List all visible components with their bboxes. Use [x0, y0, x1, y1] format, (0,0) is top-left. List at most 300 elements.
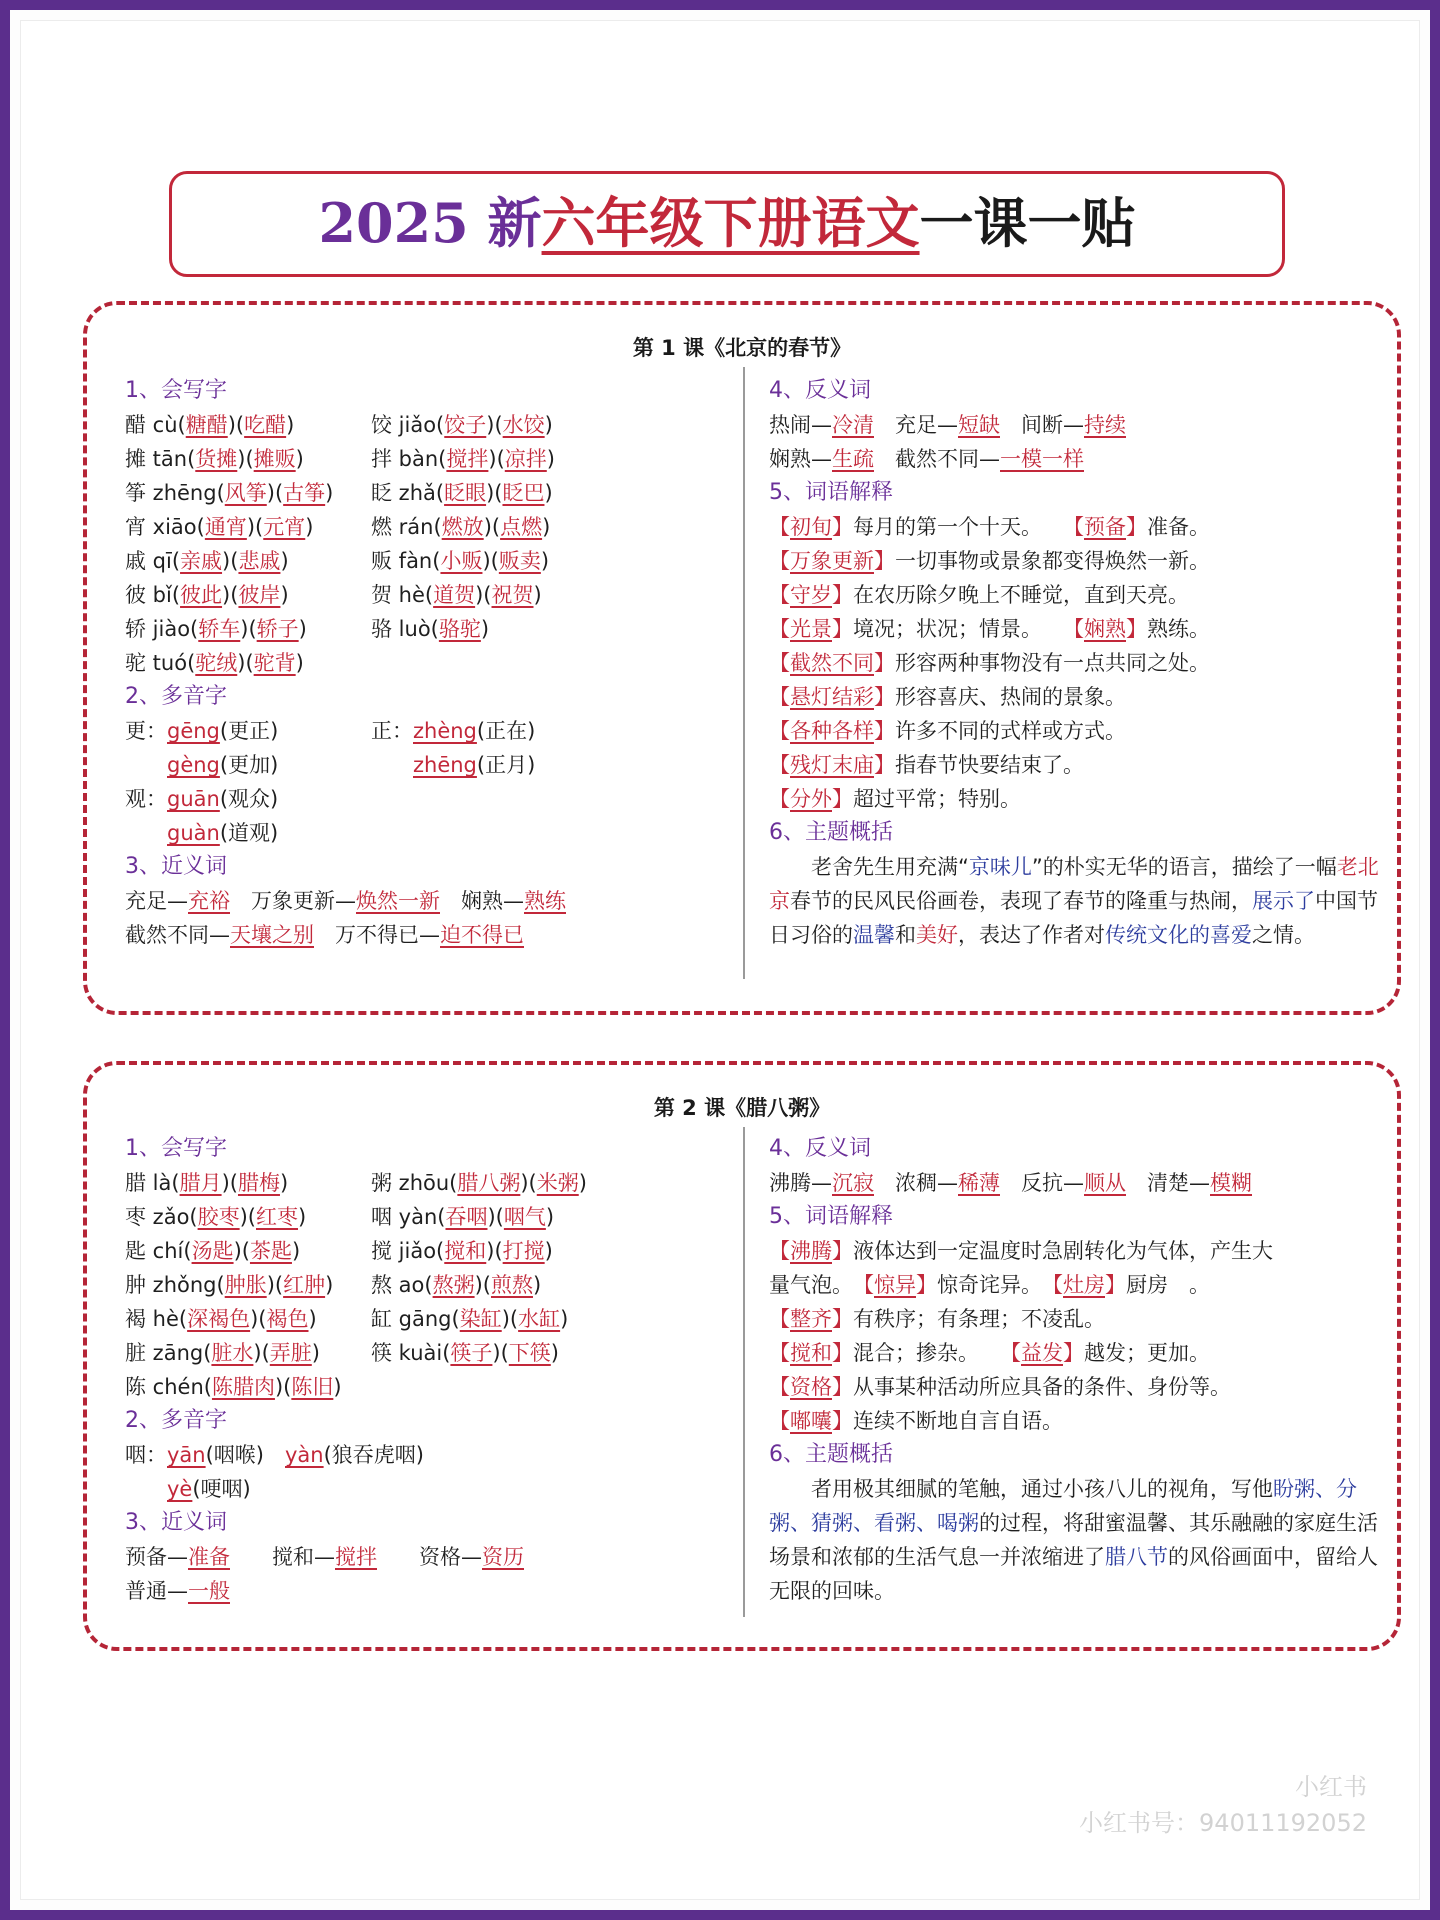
text: )( [483, 515, 501, 539]
text: 和 [895, 923, 916, 947]
section-heading: 5、词语解释 [769, 1204, 893, 1229]
answer-text: 彼此 [180, 583, 223, 607]
text: 量气泡。 [769, 1273, 864, 1297]
content-line [125, 612, 725, 646]
text: 每月的第一个十天。 [853, 515, 1074, 539]
text: ) [532, 1273, 542, 1297]
content-line [769, 612, 1379, 646]
bracket: 】 [832, 1409, 853, 1433]
content-line [769, 510, 1379, 544]
text: )( [237, 447, 254, 471]
answer-text: 饺子 [444, 413, 487, 437]
word-entry [125, 510, 371, 544]
text: 肿 zhǒng( [125, 1273, 225, 1297]
text: )( [487, 1205, 504, 1229]
watermark [1079, 1769, 1367, 1841]
text: 有秩序；有条理；不凌乱。 [853, 1307, 1105, 1331]
text: 截然不同— [874, 447, 1000, 471]
answer-text: 熬粥 [432, 1273, 475, 1297]
answer-text: 米粥 [536, 1171, 579, 1195]
section-heading: 3、近义词 [125, 854, 227, 879]
answer-text: 预备 [1084, 515, 1126, 539]
text: 混合；掺杂。 [853, 1341, 1011, 1365]
text: 充足— [125, 889, 188, 913]
text: 搅和— [230, 1545, 335, 1569]
bracket: 】 [832, 1239, 853, 1263]
text: 厨房 。 [1126, 1273, 1210, 1297]
word-entry [371, 1336, 559, 1370]
answer-text: 水饺 [502, 413, 545, 437]
text: 醋 cù( [125, 413, 186, 437]
word-entry [371, 510, 550, 544]
answer-text: gēng [167, 719, 220, 743]
keyword-text: 京味儿 [968, 855, 1032, 879]
answer-text: 搅和 [444, 1239, 487, 1263]
bracket: 】 [874, 753, 895, 777]
section-heading: 3、近义词 [125, 1510, 227, 1535]
page-title [169, 171, 1285, 277]
text: )( [227, 413, 245, 437]
word-entry [125, 578, 371, 612]
text: ) [578, 1171, 587, 1195]
answer-text: 祝贺 [491, 583, 534, 607]
word-entry [125, 646, 371, 680]
content-line [769, 1302, 1379, 1336]
bracket: 】 [832, 583, 853, 607]
text: ) [544, 1239, 553, 1263]
answer-text: 腊梅 [237, 1171, 280, 1195]
text: 万象更新— [230, 889, 356, 913]
text: ) [480, 617, 490, 641]
content-line [769, 1336, 1379, 1370]
text: )( [474, 1273, 491, 1297]
text: 清楚— [1126, 1171, 1210, 1195]
answer-text: 稀薄 [958, 1171, 1000, 1195]
section-heading: 6、主题概括 [769, 820, 893, 845]
title-year: 2025 新 [318, 191, 542, 255]
bracket: 】 [832, 617, 853, 641]
answer-text: 小贩 [440, 549, 483, 573]
text: 眨 zhǎ( [371, 481, 445, 505]
text: 万不得已— [314, 923, 440, 947]
text: 连续不断地自言自语。 [853, 1409, 1063, 1433]
bracket: 【 [769, 719, 790, 743]
word-entry [371, 1302, 568, 1336]
text: ) [279, 1171, 289, 1195]
text: 沸腾— [769, 1171, 832, 1195]
answer-text: 凉拌 [504, 447, 547, 471]
answer-text: 各种各样 [790, 719, 874, 743]
word-entry [125, 1200, 371, 1234]
answer-text: 守岁 [790, 583, 832, 607]
answer-text: guàn [167, 821, 220, 845]
content-line [125, 510, 725, 544]
answer-text: 沉寂 [832, 1171, 874, 1195]
bracket: 【 [769, 1409, 790, 1433]
bracket: 】 [874, 549, 895, 573]
bracket: 】 [832, 1341, 853, 1365]
text: (更正) [219, 719, 279, 743]
page-sheet [20, 20, 1420, 1900]
answer-text: 糖醋 [185, 413, 228, 437]
answer-text: 眨眼 [444, 481, 487, 505]
bracket: 】 [874, 719, 895, 743]
content-line [769, 748, 1379, 782]
text: 超过平常；特别。 [853, 787, 1021, 811]
content-line [125, 1370, 725, 1404]
answer-text: 分外 [790, 787, 832, 811]
bracket: 】 [916, 1273, 937, 1297]
bracket: 【 [1010, 1341, 1021, 1365]
text: 者用极其细腻的笔触，通过小孩八儿的视角，写他 [811, 1477, 1273, 1501]
word-entry [125, 782, 371, 816]
content-line [769, 1370, 1379, 1404]
answer-text: 红枣 [256, 1205, 298, 1229]
text: )( [253, 1341, 270, 1365]
answer-text: 摊贩 [253, 447, 296, 471]
content-line [769, 782, 1379, 816]
text: (正在) [476, 719, 536, 743]
text: 燃 rán( [371, 515, 442, 539]
answer-text: 初旬 [790, 515, 832, 539]
text: 贩 fàn( [371, 549, 441, 573]
answer-text: 货摊 [195, 447, 238, 471]
watermark-logo: 小红书 [1295, 1773, 1367, 1801]
text: 一切事物或景象都变得焕然一新。 [895, 549, 1210, 573]
content-line [769, 714, 1379, 748]
lesson-title: 第 1 课《北京的春节》 [632, 336, 852, 360]
text: 老舍先生用充满“ [811, 855, 969, 879]
text: )( [492, 1341, 509, 1365]
content-line [125, 442, 725, 476]
content-line [125, 1438, 725, 1472]
lesson-1-card [83, 301, 1401, 1015]
content-line [125, 544, 725, 578]
content-line [125, 476, 725, 510]
bracket: 【 [769, 1239, 790, 1263]
text: 拌 bàn( [371, 447, 447, 471]
text: )( [482, 549, 499, 573]
bracket: 【 [769, 651, 790, 675]
keyword-text: 老北京 [769, 855, 1379, 913]
text: 贺 hè( [371, 583, 434, 607]
text: 资格— [377, 1545, 482, 1569]
text: ”的朴实无华的语言，描绘了一幅 [1031, 855, 1337, 879]
lesson-title: 第 2 课《腊八粥》 [653, 1096, 831, 1120]
answer-text: 弄脏 [269, 1341, 312, 1365]
word-entry [125, 1234, 371, 1268]
content-line [769, 646, 1379, 680]
text: (观众) [219, 787, 279, 811]
answer-text: yè [167, 1477, 193, 1501]
text: )( [274, 1375, 292, 1399]
text: )( [237, 651, 254, 675]
word-entry [125, 748, 371, 782]
text: 境况；状况；情景。 [853, 617, 1074, 641]
bracket: 【 [769, 753, 790, 777]
text: ) [550, 1341, 559, 1365]
text: 形容喜庆、热闹的景象。 [895, 685, 1126, 709]
answer-text: 燃放 [441, 515, 484, 539]
text: )( [266, 481, 284, 505]
content-line [125, 1540, 725, 1574]
bracket: 【 [1052, 1273, 1063, 1297]
bracket: 【 [769, 1375, 790, 1399]
answer-text: 搅拌 [335, 1545, 377, 1569]
answer-text: guān [167, 787, 220, 811]
section-heading: 4、反义词 [769, 378, 871, 403]
text: )( [221, 1171, 238, 1195]
answer-text: 熟练 [524, 889, 566, 913]
answer-text: 持续 [1084, 413, 1126, 437]
content-line [125, 1234, 725, 1268]
text: 熬 ao( [371, 1273, 433, 1297]
answer-text: 咽气 [503, 1205, 546, 1229]
word-entry [371, 1166, 587, 1200]
answer-text: 茶匙 [249, 1239, 292, 1263]
text: 惊奇诧异。 [937, 1273, 1053, 1297]
answer-text: 娴熟 [1084, 617, 1126, 641]
bracket: 【 [863, 1273, 874, 1297]
answer-text: 肿胀 [224, 1273, 267, 1297]
answer-text: 眨巴 [502, 481, 545, 505]
answer-text: 截然不同 [790, 651, 874, 675]
text: )( [475, 583, 492, 607]
text: 腊 là( [125, 1171, 180, 1195]
answer-text: 汤匙 [191, 1239, 234, 1263]
answer-text: 搅和 [790, 1341, 832, 1365]
text: ) [286, 413, 295, 437]
section-heading: 2、多音字 [125, 1408, 227, 1433]
answer-text: 水缸 [518, 1307, 561, 1331]
text: ) [311, 1341, 320, 1365]
answer-text: 一模一样 [1000, 447, 1084, 471]
text: ) [291, 1239, 301, 1263]
text: (正月) [476, 753, 536, 777]
answer-text: 腊月 [179, 1171, 222, 1195]
text: )( [486, 1239, 503, 1263]
word-entry [125, 408, 371, 442]
text: 娴熟— [769, 447, 832, 471]
answer-text: 生疏 [832, 447, 874, 471]
title-highlight: 六年级下册语文 [541, 191, 920, 255]
answer-text: zhèng [413, 719, 477, 743]
word-entry [125, 714, 371, 748]
text: ) [325, 481, 334, 505]
text: )( [222, 583, 239, 607]
content-line [769, 1268, 1379, 1302]
word-entry [371, 578, 542, 612]
section-heading: 2、多音字 [125, 684, 227, 709]
text: ) [544, 481, 553, 505]
answer-text: yān [167, 1443, 206, 1467]
lesson-2-left-column [125, 1132, 725, 1608]
section-heading: 5、词语解释 [769, 480, 893, 505]
answer-text: 脏水 [211, 1341, 254, 1365]
text: 预备— [125, 1545, 188, 1569]
answer-text: 元宵 [263, 515, 306, 539]
text: 的风俗画面中，留给人无限的回味。 [769, 1545, 1378, 1603]
answer-text: 短缺 [958, 413, 1000, 437]
word-entry [125, 816, 371, 850]
text: 脏 zāng( [125, 1341, 212, 1365]
text: 摊 tān( [125, 447, 196, 471]
text: 筷 kuài( [371, 1341, 451, 1365]
answer-text: 沸腾 [790, 1239, 832, 1263]
bracket: 【 [1073, 515, 1084, 539]
text: ) [308, 1307, 317, 1331]
text: ) [540, 549, 550, 573]
bracket: 】 [832, 1375, 853, 1399]
text: ) [560, 1307, 569, 1331]
bracket: 【 [769, 617, 790, 641]
text: 娴熟— [440, 889, 524, 913]
word-entry [125, 1166, 371, 1200]
answer-text: 红肿 [283, 1273, 326, 1297]
word-entry [371, 1200, 554, 1234]
text: 正： [371, 719, 413, 743]
text: 形容两种事物没有一点共同之处。 [895, 651, 1210, 675]
section-heading: 1、会写字 [125, 378, 227, 403]
text: 咽 yàn( [371, 1205, 446, 1229]
word-entry [371, 1234, 553, 1268]
lesson-1-right-column [769, 374, 1379, 952]
answer-text: 悬灯结彩 [790, 685, 874, 709]
answer-text: 吃醋 [244, 413, 287, 437]
keyword-text: 传统文化的喜爱 [1105, 923, 1252, 947]
answer-text: 冷清 [832, 413, 874, 437]
text: 饺 jiǎo( [371, 413, 445, 437]
answer-text: 煎熬 [490, 1273, 533, 1297]
answer-text: 整齐 [790, 1307, 832, 1331]
answer-text: 万象更新 [790, 549, 874, 573]
answer-text: 焕然一新 [356, 889, 440, 913]
text: )( [520, 1171, 537, 1195]
word-entry [125, 612, 371, 646]
text: 的过程，将甜蜜温馨、其乐融融的家庭生活场景和浓郁的生活气息一并浓缩进了 [769, 1511, 1378, 1569]
text: ) [333, 1375, 342, 1399]
text: )( [233, 1239, 250, 1263]
section-heading: 4、反义词 [769, 1136, 871, 1161]
column-divider [743, 1127, 745, 1617]
text: 筝 zhēng( [125, 481, 225, 505]
content-line [769, 544, 1379, 578]
word-entry [125, 1370, 371, 1404]
text: )( [488, 447, 505, 471]
content-line [125, 408, 725, 442]
text [125, 821, 167, 845]
text: (哽咽) [192, 1477, 251, 1501]
bracket: 】 [1105, 1273, 1126, 1297]
text: 间断— [1000, 413, 1084, 437]
answer-text: 深褐色 [187, 1307, 251, 1331]
answer-text: 驼绒 [195, 651, 238, 675]
text: 在农历除夕晚上不睡觉，直到天亮。 [853, 583, 1189, 607]
text: 彼 bǐ( [125, 583, 181, 607]
content-line [769, 1404, 1379, 1438]
answer-text: 惊异 [874, 1273, 916, 1297]
content-line [125, 816, 725, 850]
text: ) [298, 1205, 307, 1229]
section-heading: 6、主题概括 [769, 1442, 893, 1467]
text: )( [486, 413, 503, 437]
word-entry [371, 1268, 541, 1302]
answer-text: 充裕 [188, 889, 230, 913]
content-line [125, 782, 725, 816]
answer-text: 打搅 [502, 1239, 545, 1263]
answer-text: 模糊 [1210, 1171, 1252, 1195]
text: )( [222, 549, 239, 573]
text: (狼吞虎咽) [323, 1443, 424, 1467]
bracket: 】 [1063, 1341, 1084, 1365]
word-entry [125, 1268, 371, 1302]
answer-text: 准备 [188, 1545, 230, 1569]
text: 充足— [874, 413, 958, 437]
text: 驼 tuó( [125, 651, 196, 675]
answer-text: 驼背 [253, 651, 296, 675]
bracket: 【 [769, 583, 790, 607]
content-line [769, 680, 1379, 714]
text: 熟练。 [1147, 617, 1210, 641]
text: ) [280, 583, 289, 607]
keyword-text: 盼粥、分粥、猜粥、看粥、喝粥 [769, 1477, 1357, 1535]
text: ) [544, 413, 553, 437]
text: )( [486, 481, 503, 505]
answer-text: 光景 [790, 617, 832, 641]
text: (道观) [219, 821, 279, 845]
section-heading: 1、会写字 [125, 1136, 227, 1161]
bracket: 【 [769, 1341, 790, 1365]
text: 春节的民风民俗画卷，表现了春节的隆重与热闹， [790, 889, 1252, 913]
text: 准备。 [1147, 515, 1210, 539]
text: 缸 gāng( [371, 1307, 460, 1331]
lesson-1-left-column [125, 374, 725, 952]
text: ，表达了作者对 [958, 923, 1105, 947]
answer-text: 腊八粥 [457, 1171, 521, 1195]
content-line [125, 1268, 725, 1302]
text: 指春节快要结束了。 [895, 753, 1084, 777]
answer-text: 点燃 [500, 515, 543, 539]
word-entry [125, 476, 371, 510]
text: 粥 zhōu( [371, 1171, 458, 1195]
answer-text: 骆驼 [438, 617, 481, 641]
text: 之情。 [1252, 923, 1315, 947]
watermark-id: 小红书号：94011192052 [1079, 1809, 1367, 1837]
answer-text: 一般 [188, 1579, 230, 1603]
text: 更： [125, 719, 167, 743]
bracket: 】 [1126, 617, 1147, 641]
bracket: 】 [1126, 515, 1147, 539]
answer-text: 悲戚 [238, 549, 281, 573]
text: 液体达到一定温度时急剧转化为气体，产生大 [853, 1239, 1273, 1263]
text: (咽喉) [205, 1443, 285, 1467]
text: 陈 chén( [125, 1375, 212, 1399]
content-line [125, 1302, 725, 1336]
text: 匙 chí( [125, 1239, 192, 1263]
text: ) [546, 447, 555, 471]
answer-text: 残灯末庙 [790, 753, 874, 777]
lesson-2-right-column [769, 1132, 1379, 1608]
text: 宵 xiāo( [125, 515, 205, 539]
text: (更加) [219, 753, 279, 777]
text: ) [280, 549, 289, 573]
keyword-text: 腊八节 [1105, 1545, 1168, 1569]
text: 搅 jiǎo( [371, 1239, 445, 1263]
text: )( [246, 515, 264, 539]
word-entry [371, 408, 553, 442]
content-line [769, 442, 1379, 476]
answer-text: 贩卖 [498, 549, 541, 573]
